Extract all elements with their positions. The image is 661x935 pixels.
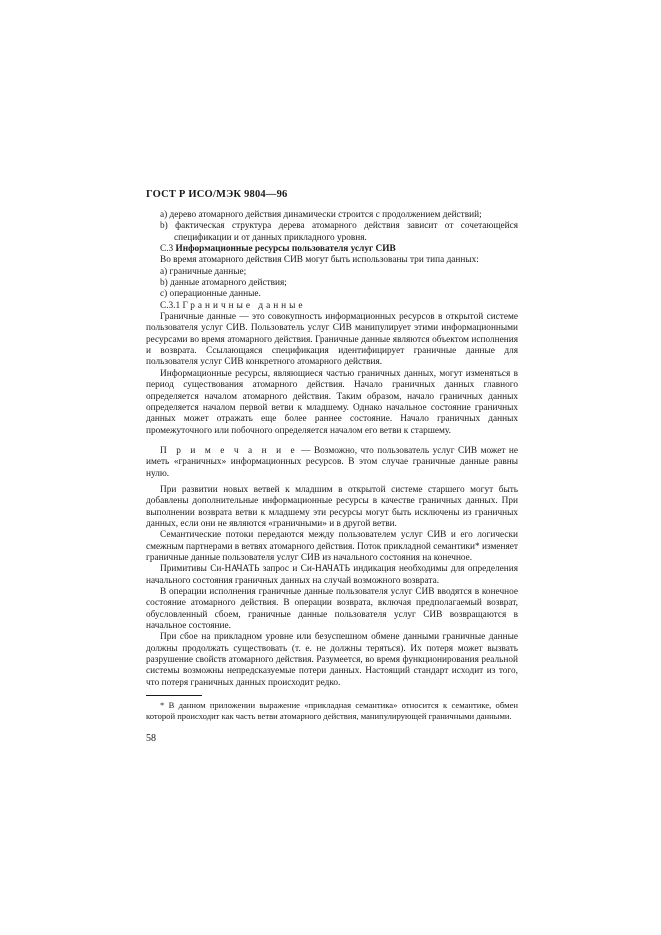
paragraph: При развитии новых ветвей к младшим в открытой системе старшего могут быть добавлены дополнительные информационные ресурсы в качестве граничных данных. При выполнении возврата ветви к младшему эти ресурсы могут быть исключены из граничных данных, если они не являются «граничными» и в другой ветви. [146, 484, 518, 529]
paragraph: Примитивы Си-НАЧАТЬ запрос и Си-НАЧАТЬ индикация необходимы для определения начального состояния граничных данных на случай возможного возврата. [146, 564, 518, 586]
list-item: с) операционные данные. [160, 289, 261, 300]
note-label: П р и м е ч а н и е [160, 445, 298, 456]
footnote: * В данном приложении выражение «прикладная семантика» относится к семантике, обмен которой происходит как часть ветви атомарного действия, манипулирующей граничными данными. [146, 700, 518, 721]
note-text: — Возможно, что пользователь услуг СИВ может не иметь «граничных» информационных ресурсов. В этом случае граничные данные равны нулю. [146, 445, 518, 479]
list-item: а) граничные данные; [160, 266, 247, 277]
footnote-divider [146, 695, 202, 696]
list-item: b) данные атомарного действия; [160, 278, 287, 289]
section-heading-c3 [146, 244, 518, 255]
page-number: 58 [146, 733, 156, 744]
section-number: С.3 [160, 244, 174, 255]
paragraph: Граничные данные — это совокупность информационных ресурсов в открытой системе пользователя услуг СИВ. Пользователь услуг СИВ манипулирует этими информационными ресурсами во время атомарного действия. Граничные данные являются объектом исполнения и возврата. Ссылающаяся спецификация идентифицирует граничные данные для пользователя услуг СИВ конкретного атомарного действия. [146, 312, 518, 368]
section-heading-c31 [146, 301, 518, 312]
paragraph: Во время атомарного действия СИВ могут быть использованы три типа данных: [160, 255, 479, 266]
list-item: b) фактическая структура дерева атомарного действия зависит от сочетающейся спецификации и от данных прикладного уровня. [160, 221, 518, 243]
paragraph: При сбое на прикладном уровне или безуспешном обмене данными граничные данные должны продолжать существовать (т. е. не должны теряться). Их потеря может вызвать разрушение свойств атомарного действия. Разумеется, во время функционирования реальной системы возможны непредсказуемые потери данных. Настоящий стандарт исходит из того, что потеря граничных данных происходит редко. [146, 632, 518, 688]
note [146, 446, 518, 480]
section-title: Информационные ресурсы пользователя услуг СИВ [175, 244, 396, 255]
paragraph: Информационные ресурсы, являющиеся частью граничных данных, могут изменяться в период существования атомарного действия. Начало граничных данных главного определяется началом атомарного действия. Таким образом, начало граничных данных определяется началом первой ветви к младшему. Однако начальное состояние граничных данных может отражать еще более раннее состояние. Начало граничных данных промежуточного или побочного определяется началом его ветви к старшему. [146, 368, 518, 436]
paragraph: Семантические потоки передаются между пользователем услуг СИВ и его логически смежным партнерами в ветвях атомарного действия. Поток прикладной семантики* изменяет граничные данные пользователя услуг СИВ из начального состояния на конечное. [146, 530, 518, 563]
list-item: а) дерево атомарного действия динамически строится с продолжением действий; [160, 210, 482, 220]
section-number: С.3.1 [160, 300, 181, 311]
paragraph: В операции исполнения граничные данные пользователя услуг СИВ вводятся в конечное состояние атомарного действия. В операции возврата, включая предполагаемый возврат, обусловленный сбоем, граничные данные пользователя услуг СИВ возвращаются в начальное состояние. [146, 587, 518, 632]
standard-header: ГОСТ Р ИСО/МЭК 9804—96 [146, 189, 288, 200]
page-body [146, 210, 518, 721]
section-title: Граничные данные [182, 300, 306, 311]
